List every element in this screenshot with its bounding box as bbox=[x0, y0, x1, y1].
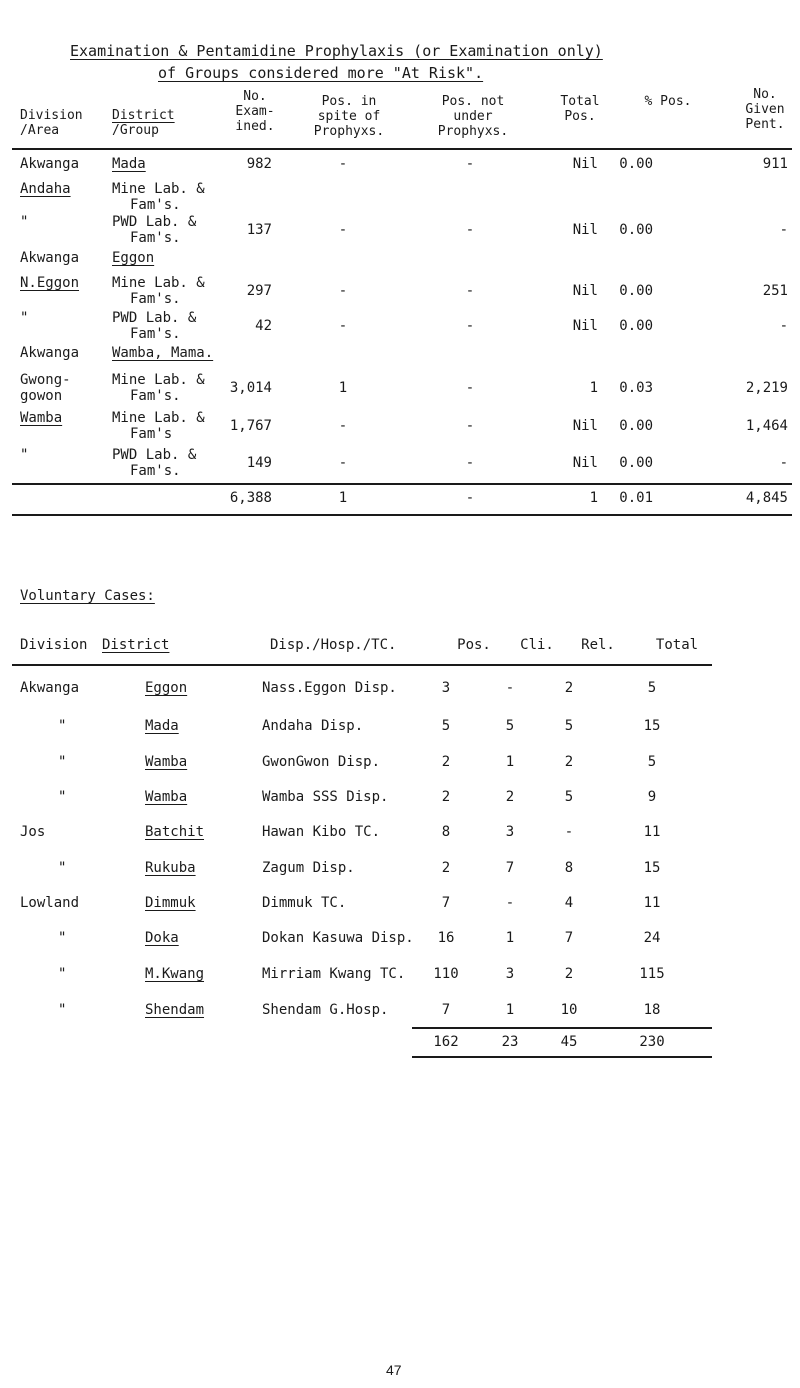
page-title: Examination & Pentamidine Prophylaxis (or Examination only) bbox=[70, 42, 603, 60]
header2-division: Division bbox=[20, 637, 88, 653]
row-given-pent: - bbox=[779, 222, 788, 238]
row2-total: 9 bbox=[647, 789, 657, 805]
row-given-pent: 251 bbox=[762, 283, 788, 299]
row-pos-not: - bbox=[465, 222, 475, 238]
header-district: /Group bbox=[112, 123, 159, 138]
header2-cli: Cli. bbox=[520, 637, 554, 653]
row-total-pos: Nil bbox=[572, 455, 598, 471]
row-division: " bbox=[20, 310, 29, 326]
row2-pos: 2 bbox=[441, 789, 451, 805]
row2-division: " bbox=[58, 754, 67, 770]
row2-district: Batchit bbox=[145, 824, 205, 840]
row-pos-not: - bbox=[465, 455, 475, 471]
row2-rel: 4 bbox=[564, 895, 574, 911]
row2-division: " bbox=[58, 860, 67, 876]
row-pos-spite: - bbox=[338, 222, 348, 238]
row2-total: 15 bbox=[643, 718, 661, 734]
row-pct-pos: 0.00 bbox=[619, 156, 653, 172]
row-pct-pos: 0.00 bbox=[619, 283, 653, 299]
row-given-pent: 911 bbox=[762, 156, 788, 172]
row-total-pos: Nil bbox=[572, 418, 598, 434]
row-examined: 149 bbox=[246, 455, 272, 471]
row-district: Fam's. bbox=[130, 326, 181, 342]
row-examined: 137 bbox=[246, 222, 272, 238]
totals-rule-bottom bbox=[12, 514, 792, 516]
total2-cli: 23 bbox=[501, 1034, 519, 1050]
row-pct-pos: 0.00 bbox=[619, 318, 653, 334]
header-pos-in-spite: spite of bbox=[317, 109, 381, 124]
header-examined: Exam- bbox=[235, 104, 275, 119]
row2-district: Rukuba bbox=[145, 860, 196, 876]
row2-total: 11 bbox=[643, 824, 661, 840]
row-district: Fam's. bbox=[130, 197, 181, 213]
total-given-pent: 4,845 bbox=[745, 490, 788, 506]
header-given-pent: No. bbox=[753, 87, 777, 102]
row-division: Gwong- bbox=[20, 372, 71, 388]
row-pos-not: - bbox=[465, 318, 475, 334]
row2-pos: 5 bbox=[441, 718, 451, 734]
page-number: 47 bbox=[386, 1362, 402, 1378]
total-pos-spite: 1 bbox=[338, 490, 348, 506]
total-pct-pos: 0.01 bbox=[619, 490, 653, 506]
row-division: " bbox=[20, 214, 29, 230]
table2-totals-rule-top bbox=[412, 1027, 712, 1029]
header2-disp: Disp./Hosp./TC. bbox=[270, 637, 397, 653]
row-total-pos: Nil bbox=[572, 222, 598, 238]
row2-pos: 8 bbox=[441, 824, 451, 840]
row2-cli: 1 bbox=[505, 754, 515, 770]
total-total-pos: 1 bbox=[589, 490, 598, 506]
row-district: Fam's. bbox=[130, 291, 181, 307]
row2-facility: Zagum Disp. bbox=[262, 860, 355, 876]
row-examined: 3,014 bbox=[229, 380, 272, 396]
row-pos-not: - bbox=[465, 380, 475, 396]
row-pos-spite: - bbox=[338, 455, 348, 471]
row-division: gowon bbox=[20, 388, 63, 404]
row2-division: " bbox=[58, 966, 67, 982]
table2-header-rule bbox=[12, 664, 712, 666]
row-pct-pos: 0.00 bbox=[619, 418, 653, 434]
row2-rel: 2 bbox=[564, 966, 574, 982]
row-district: Eggon bbox=[112, 250, 155, 266]
row2-facility: Hawan Kibo TC. bbox=[262, 824, 381, 840]
row-division: Andaha bbox=[20, 181, 71, 197]
row2-district: Wamba bbox=[145, 789, 188, 805]
row-given-pent: - bbox=[779, 318, 788, 334]
row2-district: Dimmuk bbox=[145, 895, 196, 911]
header-examined: No. bbox=[243, 89, 267, 104]
row2-rel: 5 bbox=[564, 789, 574, 805]
row2-division: " bbox=[58, 789, 67, 805]
header-district: District bbox=[112, 108, 175, 123]
row2-facility: Mirriam Kwang TC. bbox=[262, 966, 406, 982]
row2-total: 5 bbox=[647, 754, 657, 770]
header2-pos: Pos. bbox=[457, 637, 491, 653]
row-division: Akwanga bbox=[20, 250, 80, 266]
row-district: Mine Lab. & bbox=[112, 410, 205, 426]
row-pos-spite: 1 bbox=[338, 380, 348, 396]
row2-district: Eggon bbox=[145, 680, 188, 696]
row-district: Mine Lab. & bbox=[112, 181, 205, 197]
total2-pos: 162 bbox=[433, 1034, 459, 1050]
header2-total: Total bbox=[655, 637, 699, 653]
row2-facility: GwonGwon Disp. bbox=[262, 754, 381, 770]
row2-total: 18 bbox=[643, 1002, 661, 1018]
row2-division: Akwanga bbox=[20, 680, 80, 696]
row-district: PWD Lab. & bbox=[112, 310, 197, 326]
row-examined: 1,767 bbox=[229, 418, 272, 434]
row2-cli: - bbox=[505, 680, 515, 696]
row2-cli: 7 bbox=[505, 860, 515, 876]
row-examined: 42 bbox=[255, 318, 272, 334]
row2-cli: 2 bbox=[505, 789, 515, 805]
page-subtitle-text: of Groups considered more "At Risk". bbox=[158, 64, 484, 82]
row2-rel: 10 bbox=[560, 1002, 578, 1018]
row-given-pent: - bbox=[779, 455, 788, 471]
row-district: PWD Lab. & bbox=[112, 447, 197, 463]
row-pos-spite: - bbox=[338, 318, 348, 334]
header-examined: ined. bbox=[235, 119, 275, 134]
row-district: Mada bbox=[112, 156, 146, 172]
header-division: /Area bbox=[20, 123, 60, 138]
row-total-pos: Nil bbox=[572, 318, 598, 334]
row-district: Mine Lab. & bbox=[112, 372, 205, 388]
row2-district: M.Kwang bbox=[145, 966, 205, 982]
row-total-pos: 1 bbox=[589, 380, 598, 396]
header2-district: District bbox=[102, 637, 170, 653]
row2-district: Shendam bbox=[145, 1002, 205, 1018]
row2-rel: 5 bbox=[564, 718, 574, 734]
row2-division: " bbox=[58, 930, 67, 946]
total2-rel: 45 bbox=[560, 1034, 578, 1050]
row2-total: 115 bbox=[639, 966, 665, 982]
total-pos-not: - bbox=[465, 490, 475, 506]
row-division: Akwanga bbox=[20, 156, 80, 172]
row2-division: " bbox=[58, 1002, 67, 1018]
row2-division: Lowland bbox=[20, 895, 80, 911]
header-pos-in-spite: Pos. in bbox=[321, 94, 377, 109]
row2-district: Wamba bbox=[145, 754, 188, 770]
row2-total: 11 bbox=[643, 895, 661, 911]
row-district: Mine Lab. & bbox=[112, 275, 205, 291]
row2-pos: 3 bbox=[441, 680, 451, 696]
row-division: N.Eggon bbox=[20, 275, 80, 291]
header-given-pent: Pent. bbox=[745, 117, 785, 132]
row2-cli: 1 bbox=[505, 1002, 515, 1018]
row-division: Wamba bbox=[20, 410, 63, 426]
row2-rel: 2 bbox=[564, 754, 574, 770]
voluntary-cases-heading: Voluntary Cases: bbox=[20, 588, 155, 604]
row2-facility: Dimmuk TC. bbox=[262, 895, 347, 911]
row-total-pos: Nil bbox=[572, 283, 598, 299]
row2-facility: Shendam G.Hosp. bbox=[262, 1002, 389, 1018]
row2-facility: Nass.Eggon Disp. bbox=[262, 680, 397, 696]
row2-total: 15 bbox=[643, 860, 661, 876]
row-examined: 982 bbox=[246, 156, 272, 172]
row-pos-not: - bbox=[465, 418, 475, 434]
header-total-pos: Total bbox=[560, 94, 600, 109]
row-district: PWD Lab. & bbox=[112, 214, 197, 230]
row-division: " bbox=[20, 447, 29, 463]
row-total-pos: Nil bbox=[572, 156, 598, 172]
page-subtitle bbox=[158, 64, 483, 82]
row-given-pent: 1,464 bbox=[745, 418, 788, 434]
row2-cli: 3 bbox=[505, 824, 515, 840]
header-pct-pos: % Pos. bbox=[644, 94, 692, 109]
row-given-pent: 2,219 bbox=[745, 380, 788, 396]
header-division: Division bbox=[20, 108, 83, 123]
row-district: Fam's. bbox=[130, 388, 181, 404]
total-examined: 6,388 bbox=[229, 490, 272, 506]
row2-pos: 7 bbox=[441, 895, 451, 911]
totals-rule-top bbox=[12, 483, 792, 485]
row2-district: Doka bbox=[145, 930, 179, 946]
row-pos-spite: - bbox=[338, 418, 348, 434]
row2-facility: Andaha Disp. bbox=[262, 718, 364, 734]
row2-district: Mada bbox=[145, 718, 179, 734]
row2-rel: - bbox=[564, 824, 574, 840]
row2-rel: 2 bbox=[564, 680, 574, 696]
row2-pos: 2 bbox=[441, 754, 451, 770]
row-pct-pos: 0.03 bbox=[619, 380, 653, 396]
row2-facility: Dokan Kasuwa Disp. bbox=[262, 930, 414, 946]
row2-cli: 1 bbox=[505, 930, 515, 946]
row-district: Fam's bbox=[130, 426, 173, 442]
row-district: Fam's. bbox=[130, 463, 181, 479]
row-pos-spite: - bbox=[338, 283, 348, 299]
header-pos-not-under: Pos. not bbox=[441, 94, 505, 109]
row2-rel: 7 bbox=[564, 930, 574, 946]
header-total-pos: Pos. bbox=[564, 109, 596, 124]
header-given-pent: Given bbox=[745, 102, 785, 117]
header-pos-not-under: under bbox=[453, 109, 493, 124]
row-district: Wamba, Mama. bbox=[112, 345, 214, 361]
row2-pos: 16 bbox=[437, 930, 455, 946]
total2-total: 230 bbox=[639, 1034, 665, 1050]
row2-cli: 3 bbox=[505, 966, 515, 982]
row2-facility: Wamba SSS Disp. bbox=[262, 789, 389, 805]
row2-cli: 5 bbox=[505, 718, 515, 734]
row-pos-not: - bbox=[465, 283, 475, 299]
row-pct-pos: 0.00 bbox=[619, 222, 653, 238]
row2-pos: 110 bbox=[433, 966, 459, 982]
row2-pos: 7 bbox=[441, 1002, 451, 1018]
header-rule bbox=[12, 148, 792, 150]
row-pct-pos: 0.00 bbox=[619, 455, 653, 471]
row2-cli: - bbox=[505, 895, 515, 911]
header-pos-in-spite: Prophyxs. bbox=[313, 124, 385, 139]
row2-pos: 2 bbox=[441, 860, 451, 876]
row2-total: 24 bbox=[643, 930, 661, 946]
row2-total: 5 bbox=[647, 680, 657, 696]
row-division: Akwanga bbox=[20, 345, 80, 361]
table2-totals-rule-bottom bbox=[412, 1056, 712, 1058]
row-pos-not: - bbox=[465, 156, 475, 172]
header2-rel: Rel. bbox=[581, 637, 615, 653]
row-pos-spite: - bbox=[338, 156, 348, 172]
row-examined: 297 bbox=[246, 283, 272, 299]
row2-rel: 8 bbox=[564, 860, 574, 876]
row2-division: " bbox=[58, 718, 67, 734]
row2-division: Jos bbox=[20, 824, 46, 840]
row-district: Fam's. bbox=[130, 230, 181, 246]
header-pos-not-under: Prophyxs. bbox=[437, 124, 509, 139]
